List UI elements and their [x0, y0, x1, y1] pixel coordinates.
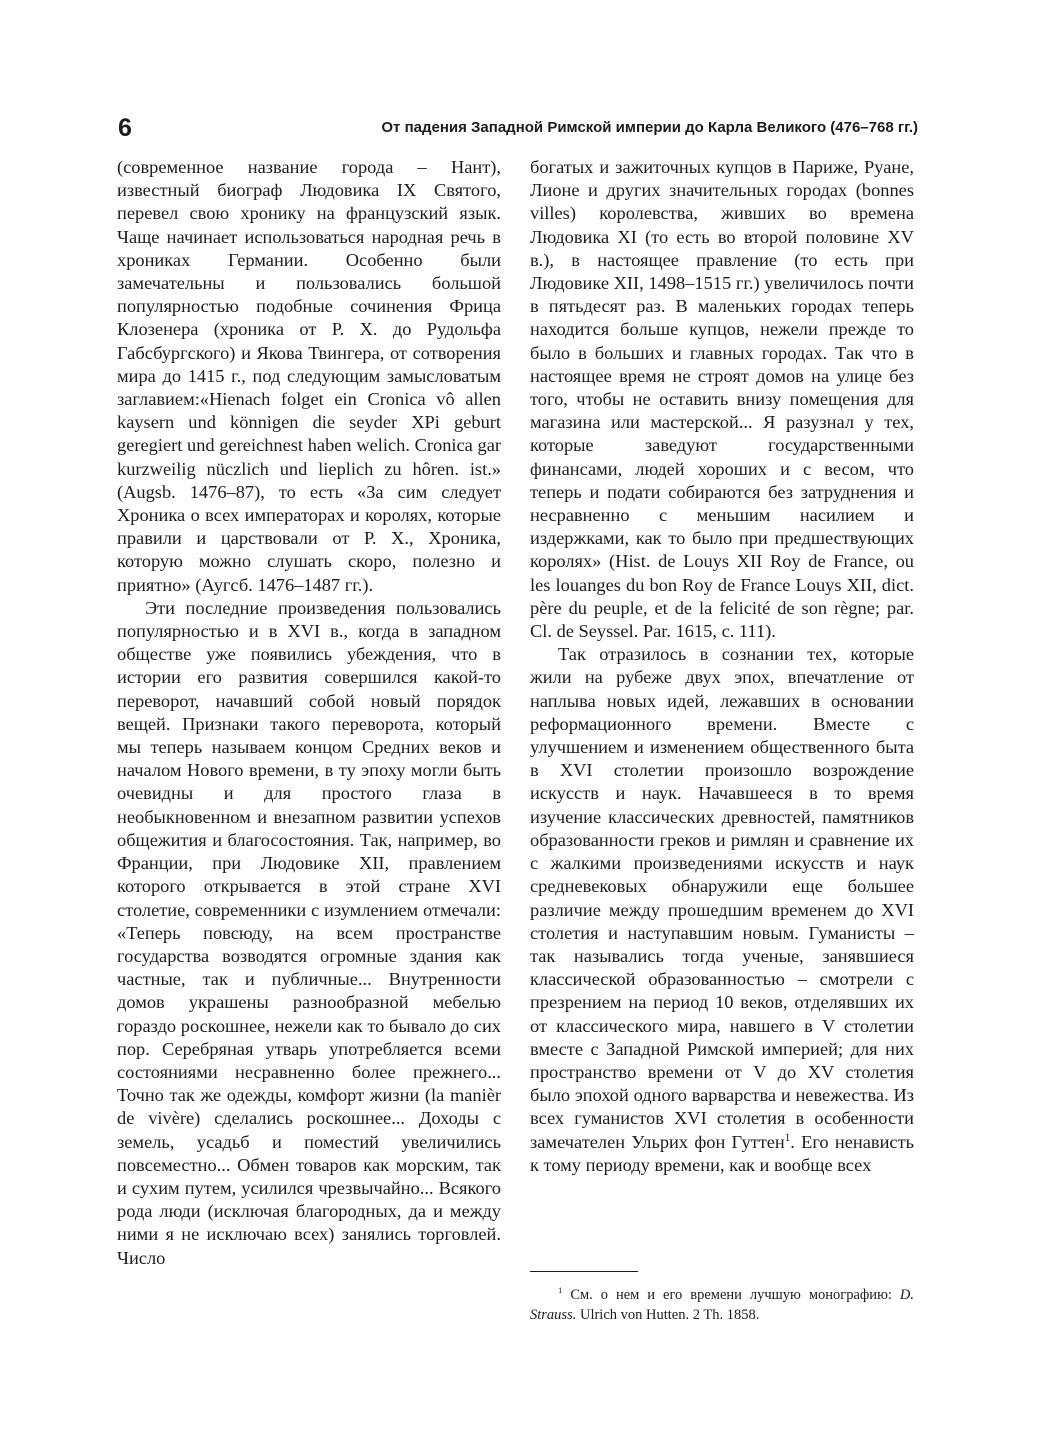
paragraph-text: . Его ненависть к тому периоду времени, как и вообще всех — [530, 1131, 914, 1175]
paragraph: (современное название города – Нант), известный биограф Людовика IX Святого, перевел свою хронику на французский язык. Чаще начинает использоваться народная речь в хрониках Германии. Особенно были замечательны и пользовались большой популярностью подобные сочинения Фрица Клозенера (хроника от Р. Х. до Рудольфа Габсбургского) и Якова Твингера, от сотворения мира до 1415 г., под следующим замысловатым заглавием:«Hienach folget ein Cronica vô allen kaysern und könnigen die seyder XPi geburt geregiert und gereichnest haben welich. Cronica gar kurzweilig nüczlich und lieplich zu hôren. ist.» (Augsb. 1476–87), то есть «За сим следует Хроника о всех императорах и королях, которые правили и царствовали от Р. Х., Хроника, которую можно слушать скоро, полезно и приятно» (Аугсб. 1476–1487 гг.). — [117, 157, 501, 595]
page-number: 6 — [118, 114, 132, 142]
paragraph-text: Так отразилось в сознании тех, которые жили на рубеже двух эпох, впечатление от наплыва новых идей, лежавших в основании реформационного времени. Вместе с улучшением и изменением общественного быта в XVI столетии произошло возрождение искусств и наук. Начавшееся в то время изучение классических древностей, памятников образованности греков и римлян и сравнение их с жалкими произведениями искусств и наук средневековых обнаружили еще большее различие между прошедшим временем до XVI столетия и наступавшим новым. Гуманисты – так назывались тогда ученые, занявшиеся классической образованностью – смотрели с презрением на период 10 веков, отделявших их от классического мира, навшего в V столетии вместе с Западной Римской империей; для них пространство времени от V до XV столетия было эпохой одного варварства и невежества. Из всех гуманистов XVI столетия в особенности замечателен Ульрих фон Гуттен — [530, 644, 914, 1152]
footnote-divider — [530, 1271, 638, 1272]
paragraph: Эти последние произведения пользовались популярностью и в XVI в., когда в западном обществе уже появились убеждения, что в истории его развития совершился какой-то переворот, начавший собой новый порядок вещей. Признаки такого переворота, который мы теперь называем концом Средних веков и началом Нового времени, в ту эпоху могли быть очевидны и для простого глаза в необыкновенном и внезапном развитии успехов общежития и благосостояния. Так, например, во Франции, при Людовике XII, правлением которого открывается в этой стране XVI столетие, современники с изумлением отмечали: «Теперь повсюду, на всем пространстве государства возводятся огромные здания как частные, так и публичные... Внутренности домов украшены разнообразной мебелью гораздо роскошнее, нежели как то бывало до сих пор. Серебряная утварь употребляется всеми состояниями несравненно более прежнего... Точно так же одежды, комфорт жизни (la manièr de vivère) сделались роскошнее... Доходы с земель, усадьб и поместий увеличились повсеместно... Обмен товаров как морским, так и сухим путем, усилился чрезвычайно... Всякого рода люди (исключая благородных, да и между ними я не исключаю всех) занялись торговлей. Число — [117, 597, 501, 1268]
paragraph — [530, 643, 914, 1177]
footnote-reference[interactable]: 1 — [784, 1131, 791, 1144]
running-title: От падения Западной Римской империи до Карла Великого (476–768 гг.) — [381, 119, 918, 136]
footnote — [530, 1285, 914, 1325]
paragraph: богатых и зажиточных купцов в Париже, Руане, Лионе и других значительных городах (bonnes villes) королевства, живших во времена Людовика XI (то есть во второй половине XV в.), в настоящее правление (то есть при Людовике XII, 1498–1515 гг.) увеличилось почти в пятьдесят раз. В маленьких городах теперь находится больше купцов, нежели прежде то было в больших и главных городах. Так что в настоящее время не строят домов на улице без того, чтобы не оставить внизу помещения для магазина или мастерской... Я разузнал у тех, которые заведуют государственными финансами, людей хороших и с весом, что теперь и подати собираются без затруднения и несравненно с меньшим насилием и издержками, как то было при предшествующих королях» (Hist. de Louys XII Roy de France, ou les louanges du bon Roy de France Louys XII, dict. père du peuple, et de la felicité de son règne; par. Cl. de Seyssel. Par. 1615, с. 111). — [530, 157, 914, 642]
footnote-author: D. Strauss. — [530, 1287, 915, 1323]
footnote-citation: Ulrich von Hutten. 2 Th. 1858. — [579, 1307, 760, 1323]
page-header — [118, 110, 918, 146]
footnote-marker: 1 — [558, 1285, 563, 1296]
left-column — [117, 156, 501, 1270]
footnote-text: См. о нем и его времени лучшую монографию: — [570, 1287, 892, 1303]
right-column — [530, 156, 914, 1177]
